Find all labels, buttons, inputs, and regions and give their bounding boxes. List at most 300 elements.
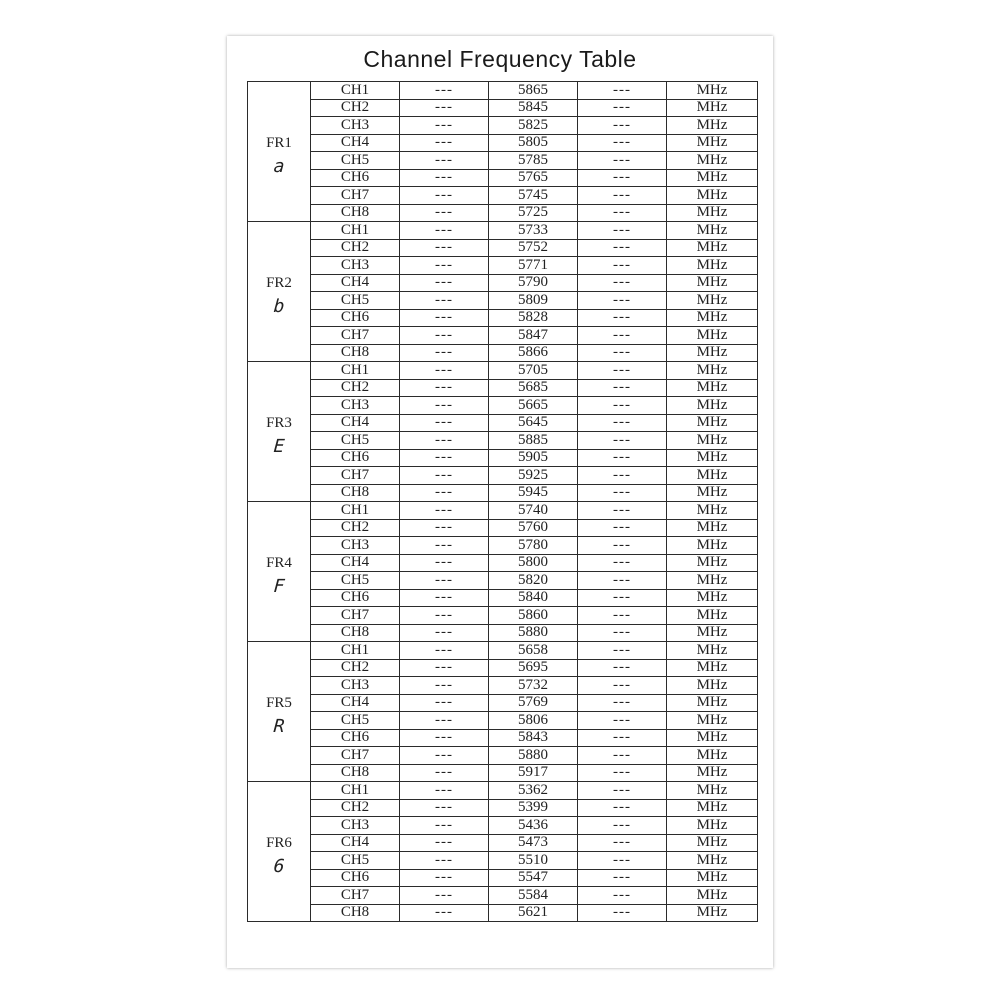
unit-cell: MHz bbox=[667, 327, 758, 345]
frequency-cell: 5658 bbox=[489, 642, 578, 660]
channel-cell: CH3 bbox=[311, 677, 400, 695]
group-label-fr2 bbox=[248, 222, 311, 362]
channel-cell: CH8 bbox=[311, 484, 400, 502]
unit-cell: MHz bbox=[667, 379, 758, 397]
table-row bbox=[248, 379, 758, 397]
placeholder-cell: --- bbox=[400, 169, 489, 187]
channel-cell: CH7 bbox=[311, 747, 400, 765]
placeholder-cell: --- bbox=[400, 537, 489, 555]
placeholder-cell: --- bbox=[578, 414, 667, 432]
table-row bbox=[248, 362, 758, 380]
table-row bbox=[248, 274, 758, 292]
table-row bbox=[248, 169, 758, 187]
channel-cell: CH8 bbox=[311, 204, 400, 222]
frequency-cell: 5780 bbox=[489, 537, 578, 555]
channel-cell: CH7 bbox=[311, 327, 400, 345]
table-row bbox=[248, 134, 758, 152]
frequency-cell: 5769 bbox=[489, 694, 578, 712]
table-row bbox=[248, 624, 758, 642]
frequency-cell: 5584 bbox=[489, 887, 578, 905]
frequency-cell: 5845 bbox=[489, 99, 578, 117]
placeholder-cell: --- bbox=[578, 222, 667, 240]
group-display-letter: R bbox=[272, 715, 286, 737]
frequency-cell: 5765 bbox=[489, 169, 578, 187]
placeholder-cell: --- bbox=[400, 817, 489, 835]
table-row bbox=[248, 467, 758, 485]
table-row bbox=[248, 869, 758, 887]
table-row bbox=[248, 432, 758, 450]
unit-cell: MHz bbox=[667, 852, 758, 870]
table-row bbox=[248, 572, 758, 590]
placeholder-cell: --- bbox=[578, 642, 667, 660]
placeholder-cell: --- bbox=[400, 642, 489, 660]
channel-cell: CH1 bbox=[311, 502, 400, 520]
placeholder-cell: --- bbox=[578, 712, 667, 730]
placeholder-cell: --- bbox=[400, 694, 489, 712]
group-name: FR5 bbox=[266, 694, 292, 711]
placeholder-cell: --- bbox=[400, 152, 489, 170]
placeholder-cell: --- bbox=[578, 624, 667, 642]
placeholder-cell: --- bbox=[400, 432, 489, 450]
placeholder-cell: --- bbox=[400, 852, 489, 870]
placeholder-cell: --- bbox=[578, 484, 667, 502]
placeholder-cell: --- bbox=[400, 834, 489, 852]
placeholder-cell: --- bbox=[578, 607, 667, 625]
group-name: FR4 bbox=[266, 554, 292, 571]
table-row bbox=[248, 712, 758, 730]
placeholder-cell: --- bbox=[578, 327, 667, 345]
channel-cell: CH5 bbox=[311, 152, 400, 170]
placeholder-cell: --- bbox=[578, 362, 667, 380]
channel-cell: CH6 bbox=[311, 309, 400, 327]
frequency-cell: 5745 bbox=[489, 187, 578, 205]
placeholder-cell: --- bbox=[578, 729, 667, 747]
unit-cell: MHz bbox=[667, 589, 758, 607]
table-row bbox=[248, 677, 758, 695]
placeholder-cell: --- bbox=[400, 344, 489, 362]
placeholder-cell: --- bbox=[400, 274, 489, 292]
frequency-cell: 5917 bbox=[489, 764, 578, 782]
channel-cell: CH8 bbox=[311, 624, 400, 642]
unit-cell: MHz bbox=[667, 309, 758, 327]
channel-cell: CH3 bbox=[311, 257, 400, 275]
frequency-cell: 5752 bbox=[489, 239, 578, 257]
channel-cell: CH6 bbox=[311, 169, 400, 187]
frequency-cell: 5685 bbox=[489, 379, 578, 397]
table-row bbox=[248, 537, 758, 555]
table-row bbox=[248, 607, 758, 625]
placeholder-cell: --- bbox=[578, 309, 667, 327]
unit-cell: MHz bbox=[667, 397, 758, 415]
group-name: FR6 bbox=[266, 834, 292, 851]
frequency-cell: 5847 bbox=[489, 327, 578, 345]
channel-cell: CH2 bbox=[311, 519, 400, 537]
unit-cell: MHz bbox=[667, 239, 758, 257]
frequency-cell: 5843 bbox=[489, 729, 578, 747]
table-row bbox=[248, 344, 758, 362]
table-row bbox=[248, 117, 758, 135]
unit-cell: MHz bbox=[667, 799, 758, 817]
channel-cell: CH1 bbox=[311, 642, 400, 660]
group-display-letter: F bbox=[272, 575, 286, 597]
table-row bbox=[248, 729, 758, 747]
placeholder-cell: --- bbox=[400, 624, 489, 642]
frequency-cell: 5645 bbox=[489, 414, 578, 432]
placeholder-cell: --- bbox=[578, 537, 667, 555]
frequency-cell: 5865 bbox=[489, 82, 578, 100]
unit-cell: MHz bbox=[667, 292, 758, 310]
frequency-table bbox=[247, 81, 758, 922]
channel-cell: CH5 bbox=[311, 432, 400, 450]
placeholder-cell: --- bbox=[400, 222, 489, 240]
unit-cell: MHz bbox=[667, 642, 758, 660]
placeholder-cell: --- bbox=[578, 869, 667, 887]
unit-cell: MHz bbox=[667, 414, 758, 432]
unit-cell: MHz bbox=[667, 694, 758, 712]
channel-cell: CH7 bbox=[311, 887, 400, 905]
placeholder-cell: --- bbox=[578, 589, 667, 607]
placeholder-cell: --- bbox=[578, 799, 667, 817]
placeholder-cell: --- bbox=[578, 747, 667, 765]
channel-cell: CH7 bbox=[311, 187, 400, 205]
channel-cell: CH6 bbox=[311, 869, 400, 887]
frequency-cell: 5806 bbox=[489, 712, 578, 730]
page-title: Channel Frequency Table bbox=[363, 46, 637, 72]
channel-cell: CH4 bbox=[311, 554, 400, 572]
frequency-card bbox=[227, 36, 773, 968]
channel-cell: CH1 bbox=[311, 362, 400, 380]
channel-cell: CH5 bbox=[311, 852, 400, 870]
frequency-cell: 5805 bbox=[489, 134, 578, 152]
placeholder-cell: --- bbox=[578, 834, 667, 852]
unit-cell: MHz bbox=[667, 869, 758, 887]
channel-cell: CH5 bbox=[311, 292, 400, 310]
table-row bbox=[248, 204, 758, 222]
placeholder-cell: --- bbox=[578, 239, 667, 257]
frequency-cell: 5510 bbox=[489, 852, 578, 870]
unit-cell: MHz bbox=[667, 659, 758, 677]
placeholder-cell: --- bbox=[400, 572, 489, 590]
table-row bbox=[248, 519, 758, 537]
frequency-cell: 5945 bbox=[489, 484, 578, 502]
placeholder-cell: --- bbox=[400, 134, 489, 152]
frequency-cell: 5880 bbox=[489, 747, 578, 765]
placeholder-cell: --- bbox=[400, 799, 489, 817]
placeholder-cell: --- bbox=[400, 379, 489, 397]
frequency-cell: 5695 bbox=[489, 659, 578, 677]
channel-cell: CH2 bbox=[311, 379, 400, 397]
channel-cell: CH5 bbox=[311, 572, 400, 590]
placeholder-cell: --- bbox=[400, 904, 489, 922]
frequency-cell: 5732 bbox=[489, 677, 578, 695]
placeholder-cell: --- bbox=[400, 99, 489, 117]
placeholder-cell: --- bbox=[578, 502, 667, 520]
placeholder-cell: --- bbox=[578, 677, 667, 695]
placeholder-cell: --- bbox=[578, 187, 667, 205]
placeholder-cell: --- bbox=[400, 117, 489, 135]
placeholder-cell: --- bbox=[578, 432, 667, 450]
placeholder-cell: --- bbox=[578, 519, 667, 537]
channel-cell: CH8 bbox=[311, 764, 400, 782]
unit-cell: MHz bbox=[667, 117, 758, 135]
channel-cell: CH2 bbox=[311, 239, 400, 257]
unit-cell: MHz bbox=[667, 274, 758, 292]
channel-cell: CH3 bbox=[311, 117, 400, 135]
unit-cell: MHz bbox=[667, 449, 758, 467]
frequency-table-body bbox=[248, 82, 758, 922]
frequency-cell: 5725 bbox=[489, 204, 578, 222]
placeholder-cell: --- bbox=[400, 764, 489, 782]
unit-cell: MHz bbox=[667, 257, 758, 275]
group-display-letter: b bbox=[272, 295, 286, 317]
channel-cell: CH1 bbox=[311, 782, 400, 800]
unit-cell: MHz bbox=[667, 484, 758, 502]
unit-cell: MHz bbox=[667, 169, 758, 187]
frequency-cell: 5825 bbox=[489, 117, 578, 135]
channel-cell: CH2 bbox=[311, 99, 400, 117]
channel-cell: CH6 bbox=[311, 729, 400, 747]
frequency-cell: 5705 bbox=[489, 362, 578, 380]
table-row bbox=[248, 554, 758, 572]
channel-cell: CH4 bbox=[311, 414, 400, 432]
placeholder-cell: --- bbox=[578, 782, 667, 800]
table-row bbox=[248, 99, 758, 117]
placeholder-cell: --- bbox=[400, 869, 489, 887]
frequency-cell: 5925 bbox=[489, 467, 578, 485]
table-row bbox=[248, 852, 758, 870]
table-row bbox=[248, 309, 758, 327]
table-row bbox=[248, 834, 758, 852]
placeholder-cell: --- bbox=[578, 817, 667, 835]
unit-cell: MHz bbox=[667, 712, 758, 730]
placeholder-cell: --- bbox=[400, 362, 489, 380]
frequency-cell: 5362 bbox=[489, 782, 578, 800]
group-name: FR1 bbox=[266, 134, 292, 151]
channel-cell: CH2 bbox=[311, 659, 400, 677]
frequency-cell: 5740 bbox=[489, 502, 578, 520]
channel-cell: CH8 bbox=[311, 904, 400, 922]
table-row bbox=[248, 659, 758, 677]
placeholder-cell: --- bbox=[400, 589, 489, 607]
group-display-letter: E bbox=[272, 435, 286, 457]
placeholder-cell: --- bbox=[400, 484, 489, 502]
group-label-fr6 bbox=[248, 782, 311, 922]
placeholder-cell: --- bbox=[578, 257, 667, 275]
unit-cell: MHz bbox=[667, 344, 758, 362]
placeholder-cell: --- bbox=[400, 502, 489, 520]
unit-cell: MHz bbox=[667, 607, 758, 625]
unit-cell: MHz bbox=[667, 432, 758, 450]
placeholder-cell: --- bbox=[578, 449, 667, 467]
unit-cell: MHz bbox=[667, 467, 758, 485]
frequency-cell: 5880 bbox=[489, 624, 578, 642]
channel-cell: CH1 bbox=[311, 222, 400, 240]
placeholder-cell: --- bbox=[400, 729, 489, 747]
table-row bbox=[248, 239, 758, 257]
placeholder-cell: --- bbox=[400, 712, 489, 730]
unit-cell: MHz bbox=[667, 904, 758, 922]
table-row bbox=[248, 292, 758, 310]
unit-cell: MHz bbox=[667, 764, 758, 782]
placeholder-cell: --- bbox=[578, 467, 667, 485]
unit-cell: MHz bbox=[667, 572, 758, 590]
table-row bbox=[248, 502, 758, 520]
group-label-fr4 bbox=[248, 502, 311, 642]
table-row bbox=[248, 642, 758, 660]
table-row bbox=[248, 782, 758, 800]
channel-cell: CH6 bbox=[311, 589, 400, 607]
channel-cell: CH7 bbox=[311, 607, 400, 625]
unit-cell: MHz bbox=[667, 134, 758, 152]
placeholder-cell: --- bbox=[578, 274, 667, 292]
placeholder-cell: --- bbox=[400, 397, 489, 415]
table-row bbox=[248, 904, 758, 922]
frequency-cell: 5436 bbox=[489, 817, 578, 835]
frequency-cell: 5785 bbox=[489, 152, 578, 170]
unit-cell: MHz bbox=[667, 99, 758, 117]
placeholder-cell: --- bbox=[400, 257, 489, 275]
placeholder-cell: --- bbox=[400, 519, 489, 537]
channel-cell: CH3 bbox=[311, 397, 400, 415]
placeholder-cell: --- bbox=[400, 607, 489, 625]
frequency-cell: 5547 bbox=[489, 869, 578, 887]
placeholder-cell: --- bbox=[400, 292, 489, 310]
table-row bbox=[248, 449, 758, 467]
frequency-cell: 5840 bbox=[489, 589, 578, 607]
channel-cell: CH3 bbox=[311, 817, 400, 835]
placeholder-cell: --- bbox=[578, 659, 667, 677]
frequency-cell: 5399 bbox=[489, 799, 578, 817]
table-row bbox=[248, 887, 758, 905]
table-row bbox=[248, 152, 758, 170]
placeholder-cell: --- bbox=[578, 379, 667, 397]
channel-cell: CH8 bbox=[311, 344, 400, 362]
unit-cell: MHz bbox=[667, 537, 758, 555]
placeholder-cell: --- bbox=[578, 134, 667, 152]
unit-cell: MHz bbox=[667, 204, 758, 222]
placeholder-cell: --- bbox=[578, 169, 667, 187]
channel-cell: CH4 bbox=[311, 134, 400, 152]
group-name: FR3 bbox=[266, 414, 292, 431]
unit-cell: MHz bbox=[667, 187, 758, 205]
frequency-cell: 5473 bbox=[489, 834, 578, 852]
placeholder-cell: --- bbox=[578, 117, 667, 135]
frequency-cell: 5809 bbox=[489, 292, 578, 310]
table-row bbox=[248, 589, 758, 607]
group-label-fr5 bbox=[248, 642, 311, 782]
placeholder-cell: --- bbox=[400, 187, 489, 205]
placeholder-cell: --- bbox=[578, 554, 667, 572]
frequency-cell: 5866 bbox=[489, 344, 578, 362]
placeholder-cell: --- bbox=[578, 99, 667, 117]
table-row bbox=[248, 694, 758, 712]
group-display-letter: 6 bbox=[272, 855, 286, 877]
frequency-cell: 5621 bbox=[489, 904, 578, 922]
placeholder-cell: --- bbox=[578, 292, 667, 310]
placeholder-cell: --- bbox=[578, 887, 667, 905]
unit-cell: MHz bbox=[667, 624, 758, 642]
channel-cell: CH6 bbox=[311, 449, 400, 467]
group-label-fr1 bbox=[248, 82, 311, 222]
unit-cell: MHz bbox=[667, 362, 758, 380]
unit-cell: MHz bbox=[667, 554, 758, 572]
placeholder-cell: --- bbox=[400, 467, 489, 485]
unit-cell: MHz bbox=[667, 782, 758, 800]
frequency-cell: 5828 bbox=[489, 309, 578, 327]
placeholder-cell: --- bbox=[578, 572, 667, 590]
placeholder-cell: --- bbox=[578, 82, 667, 100]
frequency-cell: 5771 bbox=[489, 257, 578, 275]
table-row bbox=[248, 414, 758, 432]
unit-cell: MHz bbox=[667, 82, 758, 100]
group-name: FR2 bbox=[266, 274, 292, 291]
frequency-cell: 5800 bbox=[489, 554, 578, 572]
unit-cell: MHz bbox=[667, 747, 758, 765]
channel-cell: CH3 bbox=[311, 537, 400, 555]
placeholder-cell: --- bbox=[400, 449, 489, 467]
placeholder-cell: --- bbox=[578, 852, 667, 870]
channel-cell: CH5 bbox=[311, 712, 400, 730]
channel-cell: CH1 bbox=[311, 82, 400, 100]
placeholder-cell: --- bbox=[578, 344, 667, 362]
frequency-cell: 5790 bbox=[489, 274, 578, 292]
placeholder-cell: --- bbox=[400, 887, 489, 905]
table-row bbox=[248, 799, 758, 817]
table-row bbox=[248, 747, 758, 765]
table-row bbox=[248, 82, 758, 100]
placeholder-cell: --- bbox=[400, 239, 489, 257]
channel-cell: CH4 bbox=[311, 274, 400, 292]
table-row bbox=[248, 257, 758, 275]
unit-cell: MHz bbox=[667, 519, 758, 537]
unit-cell: MHz bbox=[667, 677, 758, 695]
placeholder-cell: --- bbox=[400, 659, 489, 677]
placeholder-cell: --- bbox=[400, 747, 489, 765]
table-row bbox=[248, 817, 758, 835]
placeholder-cell: --- bbox=[400, 554, 489, 572]
unit-cell: MHz bbox=[667, 817, 758, 835]
group-label-fr3 bbox=[248, 362, 311, 502]
table-row bbox=[248, 397, 758, 415]
channel-cell: CH7 bbox=[311, 467, 400, 485]
unit-cell: MHz bbox=[667, 834, 758, 852]
frequency-cell: 5885 bbox=[489, 432, 578, 450]
frequency-cell: 5665 bbox=[489, 397, 578, 415]
unit-cell: MHz bbox=[667, 502, 758, 520]
placeholder-cell: --- bbox=[400, 309, 489, 327]
placeholder-cell: --- bbox=[400, 414, 489, 432]
placeholder-cell: --- bbox=[578, 694, 667, 712]
unit-cell: MHz bbox=[667, 729, 758, 747]
placeholder-cell: --- bbox=[400, 82, 489, 100]
frequency-cell: 5820 bbox=[489, 572, 578, 590]
placeholder-cell: --- bbox=[578, 397, 667, 415]
group-display-letter: a bbox=[272, 155, 286, 177]
placeholder-cell: --- bbox=[400, 327, 489, 345]
unit-cell: MHz bbox=[667, 887, 758, 905]
placeholder-cell: --- bbox=[578, 204, 667, 222]
unit-cell: MHz bbox=[667, 222, 758, 240]
channel-cell: CH4 bbox=[311, 834, 400, 852]
table-row bbox=[248, 484, 758, 502]
placeholder-cell: --- bbox=[400, 677, 489, 695]
table-row bbox=[248, 327, 758, 345]
frequency-cell: 5733 bbox=[489, 222, 578, 240]
placeholder-cell: --- bbox=[400, 204, 489, 222]
placeholder-cell: --- bbox=[578, 904, 667, 922]
table-row bbox=[248, 764, 758, 782]
placeholder-cell: --- bbox=[578, 152, 667, 170]
